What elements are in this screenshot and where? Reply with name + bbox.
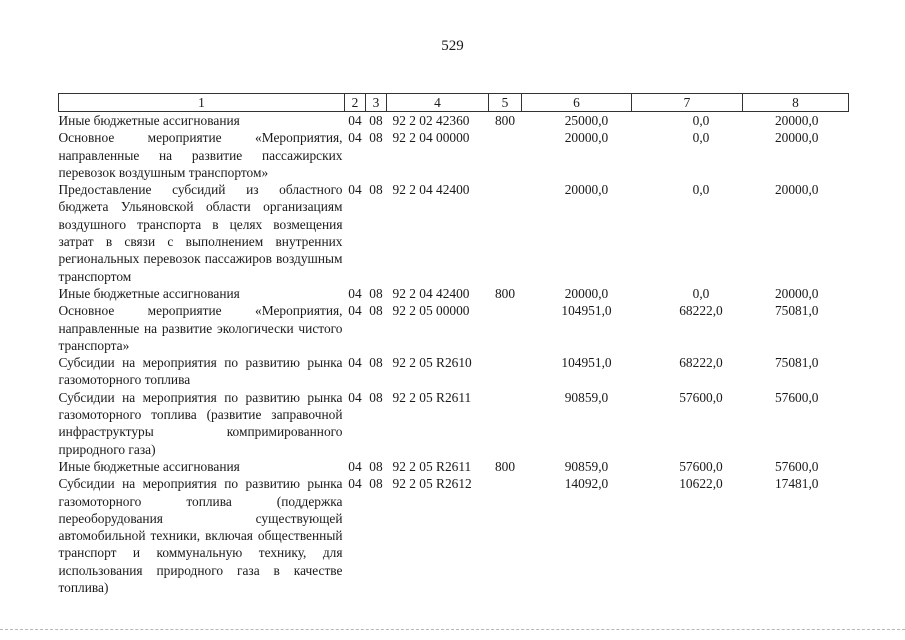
row-name: Иные бюджетные ассигнования bbox=[58, 458, 240, 474]
row-section: 04 bbox=[348, 130, 362, 146]
row-amount-year2: 10622,0 bbox=[679, 476, 723, 492]
row-section: 04 bbox=[348, 355, 362, 371]
row-amount-year3: 75081,0 bbox=[774, 303, 819, 319]
row-amount-year2: 0,0 bbox=[692, 285, 710, 301]
row-amount-year2: 68222,0 bbox=[679, 355, 723, 371]
row-target-code: 92 2 05 R2611 bbox=[392, 458, 472, 474]
row-target-code: 92 2 04 42400 bbox=[392, 182, 470, 198]
row-amount-year2: 57600,0 bbox=[679, 389, 723, 405]
row-expense-type: 800 bbox=[494, 458, 516, 474]
budget-table bbox=[58, 93, 849, 596]
header-col-5: 5 bbox=[489, 94, 522, 112]
row-amount-year2: 0,0 bbox=[692, 130, 710, 146]
header-col-2: 2 bbox=[345, 94, 366, 112]
table-row bbox=[59, 458, 849, 475]
row-amount-year3: 20000,0 bbox=[774, 113, 819, 128]
row-amount-year3: 20000,0 bbox=[774, 182, 819, 198]
row-amount-year1: 104951,0 bbox=[561, 303, 612, 319]
row-expense-type bbox=[489, 302, 522, 354]
row-name: Иные бюджетные ассигнования bbox=[58, 113, 240, 128]
table-header bbox=[59, 94, 849, 112]
row-section: 04 bbox=[348, 389, 362, 405]
header-col-3: 3 bbox=[366, 94, 387, 112]
row-name: Основное мероприятие «Мероприятия, направленные на развитие пассажирских перевозок воздушным транспортом» bbox=[58, 130, 343, 180]
row-subsection: 08 bbox=[369, 285, 383, 301]
row-target-code: 92 2 05 R2611 bbox=[392, 389, 472, 405]
row-target-code: 92 2 05 R2612 bbox=[392, 476, 472, 492]
row-target-code: 92 2 05 00000 bbox=[392, 303, 470, 319]
row-amount-year3: 20000,0 bbox=[774, 130, 819, 146]
row-name: Предоставление субсидий из областного бюджета Ульяновской области организациям воздушного транспорта в целях возмещения затрат в связи с выполнением внутренних региональных перевозок пассажиров воздушным транспортом bbox=[58, 182, 343, 284]
row-amount-year1: 20000,0 bbox=[564, 182, 609, 198]
row-amount-year2: 68222,0 bbox=[679, 303, 723, 319]
row-amount-year3: 20000,0 bbox=[774, 285, 819, 301]
row-amount-year1: 104951,0 bbox=[561, 355, 612, 371]
row-subsection: 08 bbox=[369, 182, 383, 198]
table-row bbox=[59, 475, 849, 596]
table-row bbox=[59, 389, 849, 458]
row-amount-year1: 20000,0 bbox=[564, 285, 609, 301]
row-section: 04 bbox=[348, 303, 362, 319]
row-section: 04 bbox=[348, 113, 362, 128]
table-row bbox=[59, 181, 849, 285]
row-target-code: 92 2 04 42400 bbox=[392, 285, 470, 301]
header-col-7: 7 bbox=[632, 94, 743, 112]
row-amount-year2: 0,0 bbox=[692, 182, 710, 198]
row-subsection: 08 bbox=[369, 303, 383, 319]
row-expense-type: 800 bbox=[494, 285, 516, 301]
row-amount-year1: 90859,0 bbox=[564, 458, 609, 474]
header-col-1: 1 bbox=[59, 94, 345, 112]
row-subsection: 08 bbox=[369, 355, 383, 371]
row-name: Основное мероприятие «Мероприятия, направленные на развитие экологически чистого транспорта» bbox=[58, 303, 343, 353]
row-section: 04 bbox=[348, 182, 362, 198]
row-expense-type bbox=[489, 389, 522, 458]
table-row bbox=[59, 302, 849, 354]
scan-edge-line bbox=[0, 629, 905, 634]
header-col-6: 6 bbox=[522, 94, 632, 112]
row-amount-year3: 57600,0 bbox=[774, 389, 819, 405]
row-amount-year2: 57600,0 bbox=[679, 458, 723, 474]
row-subsection: 08 bbox=[369, 130, 383, 146]
row-subsection: 08 bbox=[369, 113, 383, 128]
row-expense-type bbox=[489, 475, 522, 596]
row-name: Субсидии на мероприятия по развитию рынка газомоторного топлива bbox=[58, 355, 343, 388]
table-row bbox=[59, 285, 849, 302]
row-expense-type: 800 bbox=[494, 113, 516, 128]
header-row bbox=[59, 94, 849, 112]
row-amount-year3: 75081,0 bbox=[774, 355, 819, 371]
row-subsection: 08 bbox=[369, 458, 383, 474]
row-name: Иные бюджетные ассигнования bbox=[58, 285, 240, 301]
row-target-code: 92 2 05 R2610 bbox=[392, 355, 472, 371]
page-number: 529 bbox=[441, 38, 464, 54]
row-name: Субсидии на мероприятия по развитию рынка газомоторного топлива (развитие заправочной инфраструктуры компримированного природного газа) bbox=[58, 389, 343, 457]
row-amount-year1: 20000,0 bbox=[564, 130, 609, 146]
row-section: 04 bbox=[348, 285, 362, 301]
row-name: Субсидии на мероприятия по развитию рынка газомоторного топлива (поддержка переоборудования существующей автомобильной техники, включая общественный транспорт и коммунальную технику, для использования природного газа в качестве топлива) bbox=[58, 476, 343, 596]
table-body bbox=[59, 112, 849, 597]
row-amount-year1: 25000,0 bbox=[564, 113, 609, 128]
row-expense-type bbox=[489, 181, 522, 285]
row-amount-year2: 0,0 bbox=[692, 113, 710, 128]
header-col-4: 4 bbox=[387, 94, 489, 112]
row-expense-type bbox=[489, 129, 522, 181]
row-expense-type bbox=[489, 354, 522, 389]
row-target-code: 92 2 02 42360 bbox=[392, 113, 470, 128]
row-amount-year3: 17481,0 bbox=[774, 476, 819, 492]
row-amount-year3: 57600,0 bbox=[774, 458, 819, 474]
row-subsection: 08 bbox=[369, 389, 383, 405]
row-subsection: 08 bbox=[369, 476, 383, 492]
row-amount-year1: 90859,0 bbox=[564, 389, 609, 405]
header-col-8: 8 bbox=[743, 94, 849, 112]
table-row bbox=[59, 354, 849, 389]
row-amount-year1: 14092,0 bbox=[564, 476, 609, 492]
row-section: 04 bbox=[348, 458, 362, 474]
table-row bbox=[59, 129, 849, 181]
row-section: 04 bbox=[348, 476, 362, 492]
row-target-code: 92 2 04 00000 bbox=[392, 130, 470, 146]
table-row bbox=[59, 112, 849, 130]
